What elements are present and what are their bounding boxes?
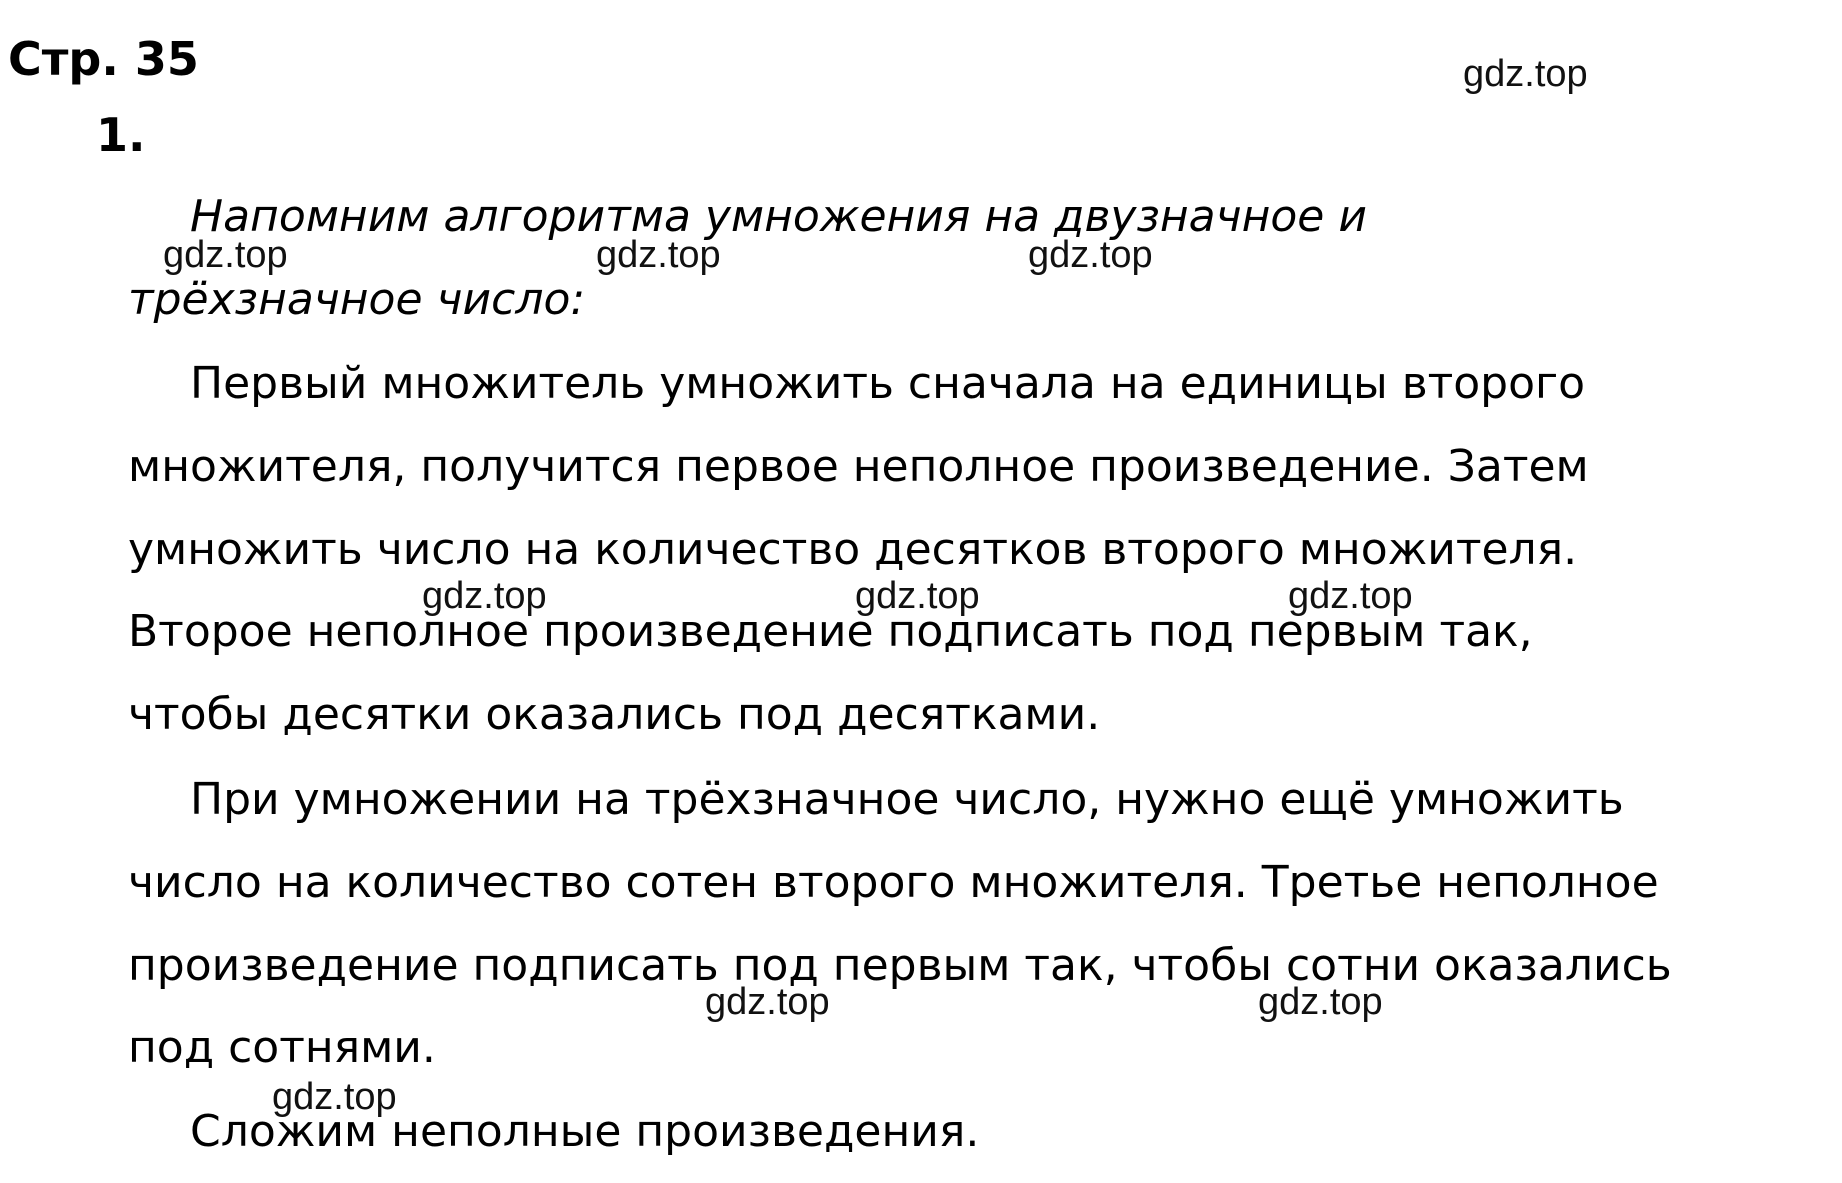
watermark: gdz.top (1028, 234, 1153, 276)
body-line-1: Первый множитель умножить сначала на единицы второго (190, 358, 1586, 409)
body-line-7: число на количество сотен второго множителя. Третье неполное (128, 857, 1659, 908)
body-line-5: чтобы десятки оказались под десятками. (128, 689, 1101, 740)
watermark: gdz.top (705, 981, 830, 1023)
watermark: gdz.top (422, 575, 547, 617)
body-line-4: Второе неполное произведение подписать под первым так, (128, 606, 1533, 657)
body-line-9: под сотнями. (128, 1022, 436, 1073)
body-line-6: При умножении на трёхзначное число, нужно ещё умножить (190, 774, 1624, 825)
watermark: gdz.top (855, 575, 980, 617)
watermark: gdz.top (163, 234, 288, 276)
body-line-10: Сложим неполные произведения. (190, 1106, 980, 1157)
body-line-3: умножить число на количество десятков второго множителя. (128, 524, 1578, 575)
intro-line-1: Напомним алгоритма умножения на двузначное и (190, 191, 1367, 242)
watermark: gdz.top (1258, 981, 1383, 1023)
page-number: Стр. 35 (8, 32, 199, 86)
watermark: gdz.top (1463, 53, 1588, 95)
watermark: gdz.top (596, 234, 721, 276)
body-line-2: множителя, получится первое неполное произведение. Затем (128, 441, 1589, 492)
intro-line-2: трёхзначное число: (128, 274, 586, 325)
body-line-8: произведение подписать под первым так, чтобы сотни оказались (128, 940, 1672, 991)
task-number: 1. (96, 108, 146, 162)
watermark: gdz.top (272, 1076, 397, 1118)
watermark: gdz.top (1288, 575, 1413, 617)
